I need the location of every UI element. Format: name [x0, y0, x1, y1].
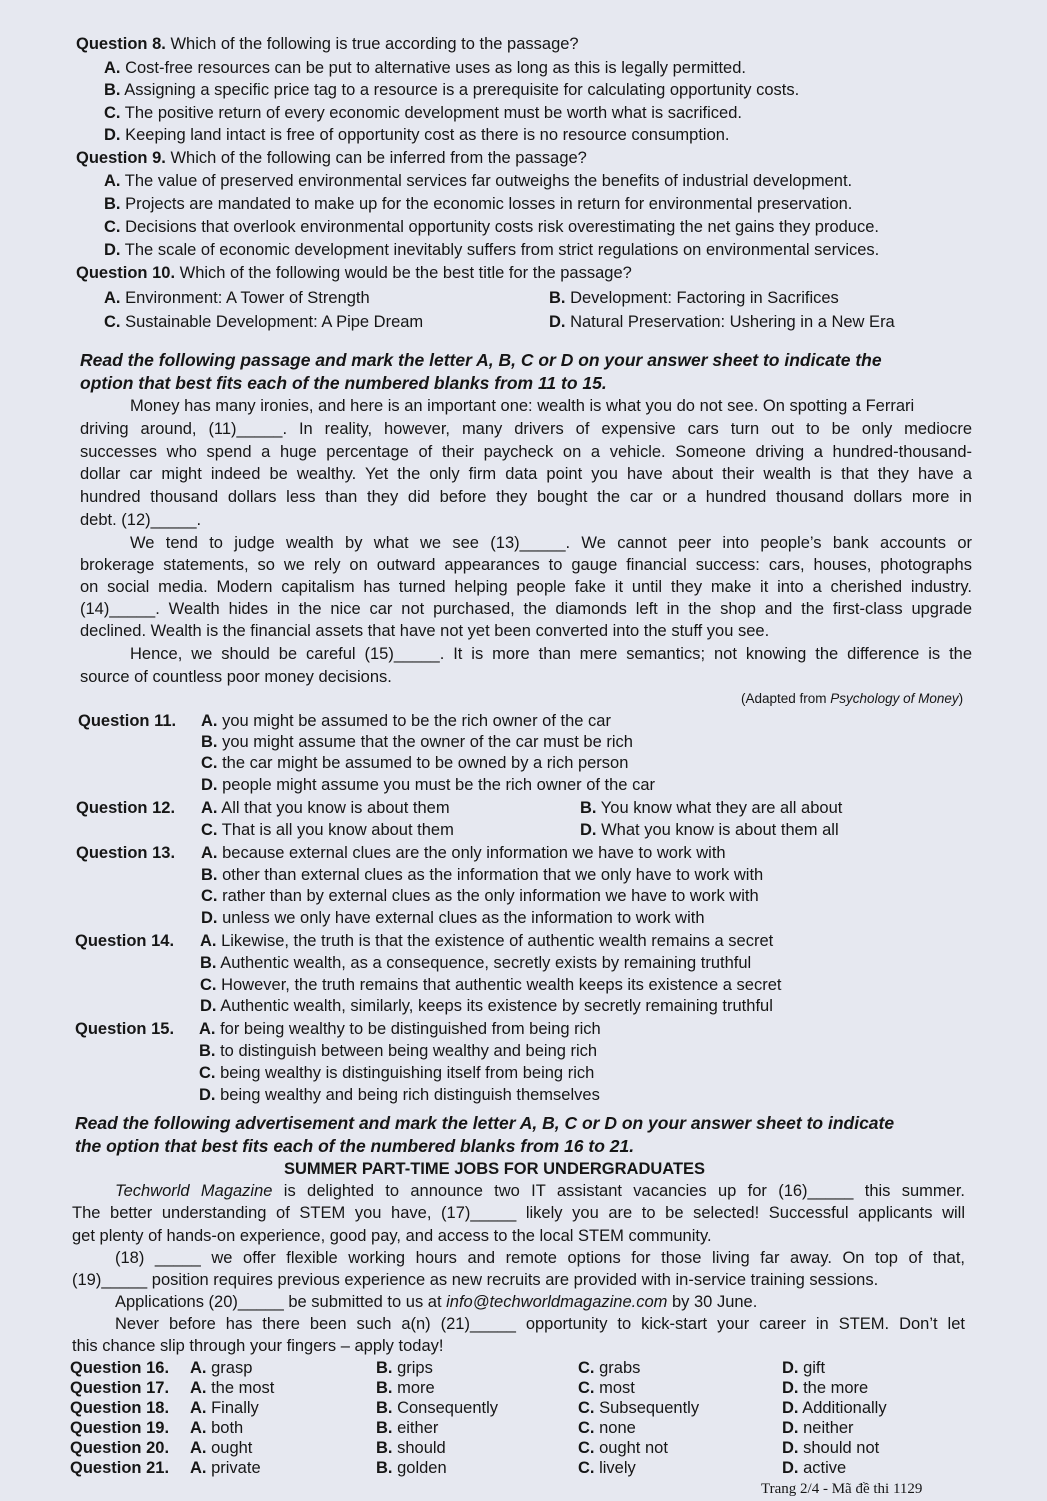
option-letter: A. [190, 1419, 207, 1437]
ad-line [115, 1180, 965, 1202]
option-text: Natural Preservation: Ushering in a New Era [570, 313, 895, 331]
option-letter: C. [104, 313, 121, 331]
option [104, 102, 742, 124]
option-text: That is all you know about them [221, 821, 454, 839]
option-text: Consequently [397, 1399, 498, 1417]
option [200, 995, 773, 1017]
option-text: the car might be assumed to be owned by a rich person [222, 754, 629, 772]
option-letter: B. [104, 195, 121, 213]
option-text: The value of preserved environmental services far outweighs the benefits of industrial development. [124, 172, 853, 190]
question-8 [76, 33, 579, 55]
source-title: Psychology of Money [830, 691, 959, 706]
question-stem: Which of the following is true according to the passage? [170, 35, 579, 53]
question-label: Question 14. [75, 932, 175, 950]
question-label: Question 18. [70, 1399, 170, 1417]
option-text: gift [803, 1359, 826, 1377]
option [201, 842, 726, 864]
passage-line: source of countless poor money decisions. [80, 668, 392, 686]
option-text: unless we only have external clues as the information to work with [222, 909, 705, 927]
option-letter: D. [782, 1399, 799, 1417]
option [199, 1084, 600, 1106]
ad-line: (18) _____ we offer flexible working hours and remote options for those living far away. On top of that, [115, 1249, 965, 1267]
option [549, 311, 895, 333]
option-text: All that you know is about them [221, 799, 450, 817]
option-letter: B. [201, 866, 218, 884]
option-letter: D. [104, 126, 121, 144]
option-letter: A. [104, 172, 121, 190]
option-letter: C. [199, 1064, 216, 1082]
option-text: Cost-free resources can be put to alternative uses as long as this is legally permitted. [125, 59, 746, 77]
option-letter: A. [200, 932, 217, 950]
option-letter: D. [200, 997, 217, 1015]
option [200, 930, 773, 952]
option-letter: D. [782, 1359, 799, 1377]
passage-line: We tend to judge wealth by what we see (13)_____. We cannot peer into people’s bank accounts or [130, 534, 972, 552]
passage-line: hundred thousand dollars less than they did before they bought the car or a hundred thousand dollars more in [80, 488, 972, 506]
option-text: ought [211, 1439, 253, 1457]
option [578, 1357, 640, 1379]
option [199, 1062, 594, 1084]
question-label: Question 15. [75, 1020, 175, 1038]
passage-line: debt. (12)_____. [80, 511, 202, 529]
option-text: neither [803, 1419, 854, 1437]
option-text: other than external clues as the information that we only have to work with [222, 866, 764, 884]
option-text: Authentic wealth, similarly, keeps its existence by secretly remaining truthful [220, 997, 773, 1015]
option-letter: B. [199, 1042, 216, 1060]
option [782, 1457, 846, 1479]
option-letter: B. [549, 289, 566, 307]
option-text: private [211, 1459, 261, 1477]
option-text: What you know is about them all [601, 821, 839, 839]
passage-line: Money has many ironies, and here is an important one: wealth is what you do not see. On spotting a Ferrari [130, 397, 915, 415]
option-letter: B. [376, 1399, 393, 1417]
magazine-name: Techworld Magazine [115, 1182, 273, 1200]
option-letter: C. [578, 1379, 595, 1397]
option-letter: A. [190, 1439, 207, 1457]
page-footer: Trang 2/4 - Mã đề thi 1129 [761, 1481, 923, 1497]
option-letter: C. [201, 821, 218, 839]
ad-line-text: is delighted to announce two IT assistant vacancies up for (16)_____ this summer. [272, 1182, 966, 1200]
option-letter: C. [578, 1399, 595, 1417]
option-text: you might be assumed to be the rich owner of the car [222, 712, 611, 730]
question-10 [76, 262, 632, 284]
option [782, 1397, 887, 1419]
option [782, 1377, 868, 1399]
option [200, 952, 751, 974]
option-text: Likewise, the truth is that the existence of authentic wealth remains a secret [221, 932, 774, 950]
question-label: Question 11. [78, 712, 177, 730]
option [782, 1417, 854, 1439]
question-label: Question 21. [70, 1459, 170, 1477]
passage-line: driving around, (11)_____. In reality, however, many drivers of expensive cars turn out to be only mediocre [80, 420, 972, 438]
option [201, 731, 633, 753]
option-letter: B. [376, 1459, 393, 1477]
option-letter: D. [549, 313, 566, 331]
question-label: Question 9. [76, 149, 166, 167]
option-text: The positive return of every economic development must be worth what is sacrificed. [124, 104, 742, 122]
option [190, 1377, 274, 1399]
option-letter: A. [190, 1359, 207, 1377]
passage-line: brokerage statements, so we rely on outward appearances to gauge financial success: cars, houses, photographs [80, 556, 972, 574]
option-text: being wealthy is distinguishing itself from being rich [220, 1064, 595, 1082]
option-text: Subsequently [599, 1399, 700, 1417]
option [376, 1377, 435, 1399]
option-text: Keeping land intact is free of opportunity cost as there is no resource consumption. [125, 126, 730, 144]
option-text: Projects are mandated to make up for the economic losses in return for environmental preservation. [125, 195, 853, 213]
option-text: none [599, 1419, 636, 1437]
option-text: rather than by external clues as the only information we have to work with [222, 887, 759, 905]
option-text: should [397, 1439, 446, 1457]
option [201, 819, 454, 841]
option [201, 797, 450, 819]
option [578, 1417, 636, 1439]
passage-line: Hence, we should be careful (15)_____. It is more than mere semantics; not knowing the difference is the [130, 645, 972, 663]
option-letter: C. [578, 1419, 595, 1437]
option-letter: A. [190, 1379, 207, 1397]
option-letter: B. [376, 1359, 393, 1377]
advertisement-title: SUMMER PART-TIME JOBS FOR UNDERGRADUATES [284, 1160, 706, 1178]
option-text: Authentic wealth, as a consequence, secretly exists by remaining truthful [220, 954, 752, 972]
option [104, 239, 879, 261]
passage-line: on social media. Modern capitalism has turned helping people fake it until they make it into a cherished industry. [80, 578, 972, 596]
option-text: the more [803, 1379, 869, 1397]
option-letter: D. [199, 1086, 216, 1104]
option-text: being wealthy and being rich distinguish themselves [220, 1086, 600, 1104]
source-prefix: (Adapted from [741, 691, 831, 706]
option [190, 1417, 243, 1439]
option-letter: C. [104, 104, 121, 122]
source-suffix: ) [958, 691, 964, 706]
option [580, 819, 839, 841]
option-letter: A. [104, 289, 121, 307]
section-instruction: the option that best fits each of the numbered blanks from 16 to 21. [75, 1136, 635, 1156]
option [201, 774, 655, 796]
question-label: Question 20. [70, 1439, 170, 1457]
option [104, 287, 370, 309]
option [190, 1437, 252, 1459]
option-letter: A. [199, 1020, 216, 1038]
passage-line: declined. Wealth is the financial assets that have not yet been converted into the stuff you see. [80, 622, 770, 640]
question-label: Question 10. [76, 264, 176, 282]
option-text: should not [803, 1439, 880, 1457]
ad-line: this chance slip through your fingers – apply today! [72, 1337, 444, 1355]
option [578, 1437, 668, 1459]
option [199, 1040, 597, 1062]
question-label: Question 12. [76, 799, 176, 817]
option-text: people might assume you must be the rich owner of the car [222, 776, 655, 794]
section-instruction: Read the following advertisement and mark the letter A, B, C or D on your answer sheet to indicate [75, 1113, 895, 1133]
option [376, 1397, 498, 1419]
option-text: Environment: A Tower of Strength [125, 289, 370, 307]
option-text: Finally [211, 1399, 259, 1417]
option-letter: B. [200, 954, 217, 972]
option-letter: B. [376, 1379, 393, 1397]
ad-line-text: by 30 June. [667, 1293, 758, 1311]
option-letter: B. [104, 81, 121, 99]
option [104, 193, 852, 215]
question-label: Question 17. [70, 1379, 170, 1397]
source-citation [741, 688, 963, 710]
option-letter: A. [201, 844, 218, 862]
option [201, 710, 611, 732]
option-text: lively [599, 1459, 636, 1477]
option [782, 1437, 879, 1459]
option [782, 1357, 825, 1379]
option-letter: D. [201, 909, 218, 927]
option [104, 124, 730, 146]
option-letter: C. [200, 976, 217, 994]
option [376, 1437, 446, 1459]
ad-line-text: Applications (20)_____ be submitted to us at [115, 1293, 447, 1311]
option-text: You know what they are all about [600, 799, 843, 817]
option-text: more [397, 1379, 435, 1397]
question-stem: Which of the following would be the best title for the passage? [179, 264, 632, 282]
option-text: Assigning a specific price tag to a resource is a prerequisite for calculating opportunity costs. [124, 81, 800, 99]
question-stem: Which of the following can be inferred from the passage? [170, 149, 587, 167]
passage-line: (14)_____. Wealth hides in the nice car not purchased, the diamonds left in the shop and the first-class upgrade [80, 600, 972, 618]
option-text: The scale of economic development inevitably suffers from strict regulations on environmental services. [124, 241, 880, 259]
option [201, 752, 628, 774]
option [578, 1397, 699, 1419]
option-text: grasp [211, 1359, 253, 1377]
option-letter: D. [580, 821, 597, 839]
option [549, 287, 839, 309]
question-label: Question 13. [76, 844, 176, 862]
option [104, 311, 423, 333]
option-text: either [397, 1419, 439, 1437]
option-letter: D. [782, 1459, 799, 1477]
option-text: Decisions that overlook environmental opportunity costs risk overestimating the net gains they produce. [125, 218, 879, 236]
option-letter: D. [201, 776, 218, 794]
ad-line: The better understanding of STEM you have, (17)_____ likely you are to be selected! Successful applicants will [72, 1204, 965, 1222]
option-text: However, the truth remains that authentic wealth keeps its existence a secret [221, 976, 782, 994]
option-text: active [803, 1459, 847, 1477]
option [201, 864, 763, 886]
option [104, 79, 799, 101]
option [201, 885, 759, 907]
option-letter: C. [104, 218, 121, 236]
option-letter: A. [201, 712, 218, 730]
option-letter: C. [201, 887, 218, 905]
option [104, 216, 879, 238]
option-letter: B. [376, 1439, 393, 1457]
option-letter: A. [190, 1459, 207, 1477]
option-letter: B. [201, 733, 218, 751]
option-text: most [599, 1379, 635, 1397]
option-letter: D. [782, 1439, 799, 1457]
option [578, 1377, 635, 1399]
option-text: for being wealthy to be distinguished from being rich [220, 1020, 601, 1038]
option [376, 1417, 438, 1439]
option-letter: A. [201, 799, 218, 817]
option-text: grabs [599, 1359, 641, 1377]
option-letter: D. [104, 241, 121, 259]
option-letter: B. [376, 1419, 393, 1437]
option-text: grips [397, 1359, 433, 1377]
question-label: Question 8. [76, 35, 166, 53]
option-text: you might assume that the owner of the car must be rich [222, 733, 633, 751]
option-letter: C. [578, 1359, 595, 1377]
option [190, 1457, 261, 1479]
ad-line: Never before has there been such a(n) (21)_____ opportunity to kick-start your career in STEM. Don’t let [115, 1315, 965, 1333]
option-letter: C. [578, 1459, 595, 1477]
option-letter: D. [782, 1419, 799, 1437]
option-text: Additionally [802, 1399, 887, 1417]
option-text: both [211, 1419, 244, 1437]
option-letter: A. [104, 59, 121, 77]
option [104, 170, 852, 192]
ad-line: get plenty of hands-on experience, good pay, and access to the local STEM community. [72, 1227, 712, 1245]
option-text: to distinguish between being wealthy and being rich [220, 1042, 598, 1060]
question-9 [76, 147, 587, 169]
section-instruction: Read the following passage and mark the letter A, B, C or D on your answer sheet to indicate the [80, 350, 882, 370]
email-address: info@techworldmagazine.com [446, 1293, 668, 1311]
option [190, 1397, 259, 1419]
option [190, 1357, 252, 1379]
option [580, 797, 842, 819]
option-letter: C. [578, 1439, 595, 1457]
ad-line: (19)_____ position requires previous experience as new recruits are provided with in-service training sessions. [72, 1271, 879, 1289]
option-letter: B. [580, 799, 597, 817]
ad-line [115, 1291, 757, 1313]
option [201, 907, 705, 929]
option [376, 1457, 447, 1479]
option-text: Development: Factoring in Sacrifices [570, 289, 839, 307]
option-letter: D. [782, 1379, 799, 1397]
question-label: Question 19. [70, 1419, 170, 1437]
option-letter: C. [201, 754, 218, 772]
option [578, 1457, 636, 1479]
option-text: Sustainable Development: A Pipe Dream [125, 313, 424, 331]
option [199, 1018, 601, 1040]
passage-line: successes who spend a huge percentage of their paycheck on a vehicle. Someone driving a hundred-thousand- [80, 443, 972, 461]
option-text: golden [397, 1459, 447, 1477]
option-text: ought not [599, 1439, 668, 1457]
option [376, 1357, 433, 1379]
section-instruction: option that best fits each of the numbered blanks from 11 to 15. [80, 373, 607, 393]
option [200, 974, 781, 996]
option [104, 57, 746, 79]
option-text: because external clues are the only information we have to work with [222, 844, 726, 862]
passage-line: dollar car might indeed be wealthy. Yet the only firm data point you have about their wealth is that they have a [80, 465, 972, 483]
option-letter: A. [190, 1399, 207, 1417]
question-label: Question 16. [70, 1359, 170, 1377]
option-text: the most [211, 1379, 275, 1397]
